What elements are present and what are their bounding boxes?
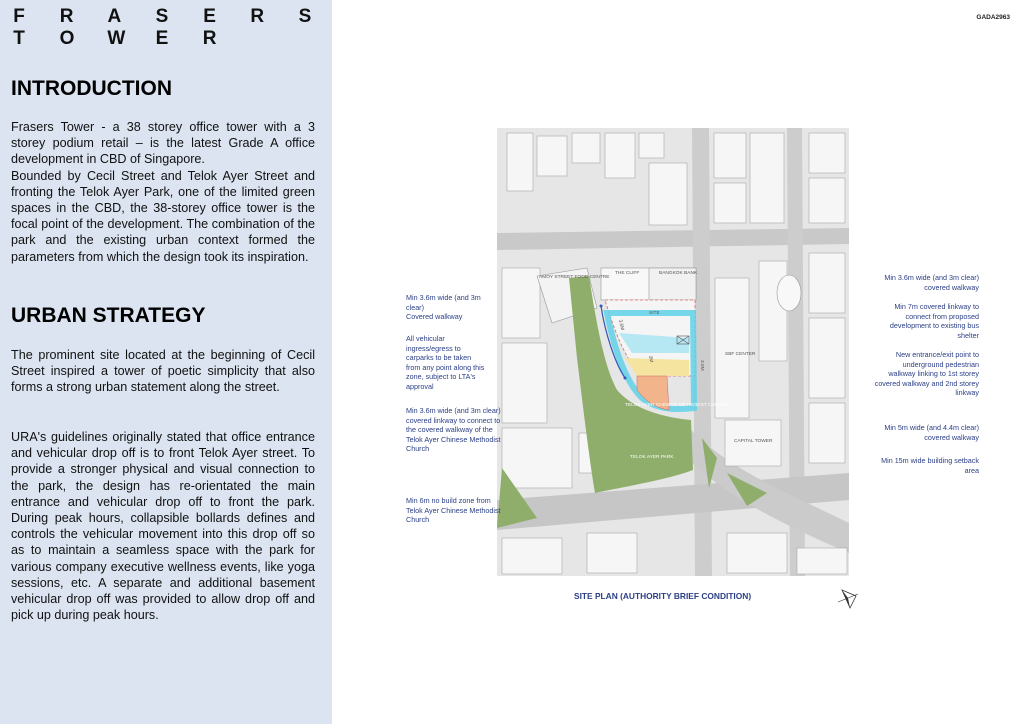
introduction-heading: INTRODUCTION [11, 77, 172, 100]
map-label-sbf: SBF CENTER [725, 352, 756, 357]
map-label-church: TELOK AYER CHINESE METHODIST CHURCH [625, 403, 729, 408]
title-line-2: T O W E R [13, 28, 217, 49]
map-label-cliff: THE CLIFF [615, 271, 640, 276]
map-label-park: TELOK AYER PARK [630, 455, 674, 460]
note-building-setback: Min 15m wide building setback area [881, 456, 979, 475]
site-plan-drawing [497, 128, 849, 576]
note-no-build-zone: Min 6m no build zone from Telok Ayer Chinese Methodist Church [406, 496, 501, 525]
urban-strategy-heading: URBAN STRATEGY [11, 304, 206, 327]
map-label-capital: CAPITAL TOWER [734, 439, 773, 444]
urban-strategy-paragraph-2: URA's guidelines originally stated that office entrance and vehicular drop off is to front Telok Ayer street. To provide a stronger physical and visual connection to the park, the design has re-orientated the main entrance and vehicular drop off to front the park. During peak hours, collapsible bollards defines and controls the vehicular movement into this drop off so as to maintain a seamless space with the park for various company executive wellness events, like yoga sessions, etc. A separate and additional basement vehicular drop off was provided to allow drop off and pick up during peak hours. [11, 430, 315, 623]
note-covered-linkway-bus-shelter: Min 7m covered linkway to connect from proposed development to existing bus shelter [889, 302, 979, 340]
map-label-site: SITE [649, 311, 660, 316]
note-vehicular-ingress: All vehicular ingress/egress to carparks to be taken from any point along this zone, subject to LTA's approval [406, 334, 485, 391]
map-label-amoy: AMOY STREET FOOD CENTRE [539, 275, 610, 280]
site-plan-map [497, 128, 849, 576]
urban-strategy-paragraph-1: The prominent site located at the beginning of Cecil Street inspired a tower of poetic simplicity that also forms a strong urban statement along the street. [11, 348, 315, 395]
introduction-paragraph: Frasers Tower - a 38 storey office tower with a 3 storey podium retail – is the latest Grade A office development in CBD of Singapore. Bounded by Cecil Street and Telok Ayer Street and fronting the Telok Ayer Park, one of the limited green spaces in the CBD, the 38-storey office tower is the focal point of the development. The combination of the park and the existing urban context formed the parameters from which the design took its inspiration. [11, 120, 315, 264]
map-label-dim3: 3.6M [699, 360, 704, 371]
project-title [12, 6, 312, 50]
map-label-dim1: 3.6M [617, 319, 625, 331]
document-code: GADA2963 [976, 14, 1010, 21]
note-covered-walkway-left: Min 3.6m wide (and 3m clear) Covered walkway [406, 293, 481, 322]
title-line-1: F R A S E R S [13, 6, 312, 27]
north-arrow-icon [834, 586, 862, 614]
sidebar-panel [0, 0, 332, 724]
map-label-bangkok: BANGKOK BANK [659, 271, 698, 276]
note-covered-linkway-church: Min 3.6m wide (and 3m clear) covered linkway to connect to the covered walkway of the Telok Ayer Chinese Methodist Church [406, 406, 501, 454]
note-covered-walkway-right: Min 3.6m wide (and 3m clear) covered walkway [884, 273, 979, 292]
map-label-dim2: 3M [647, 355, 654, 363]
note-underground-walkway: New entrance/exit point to underground pedestrian walkway linking to 1st storey covered walkway and 2nd storey linkway [874, 350, 979, 398]
site-plan-caption: SITE PLAN (AUTHORITY BRIEF CONDITION) [574, 591, 752, 601]
note-covered-walkway-5m: Min 5m wide (and 4.4m clear) covered walkway [884, 423, 979, 442]
